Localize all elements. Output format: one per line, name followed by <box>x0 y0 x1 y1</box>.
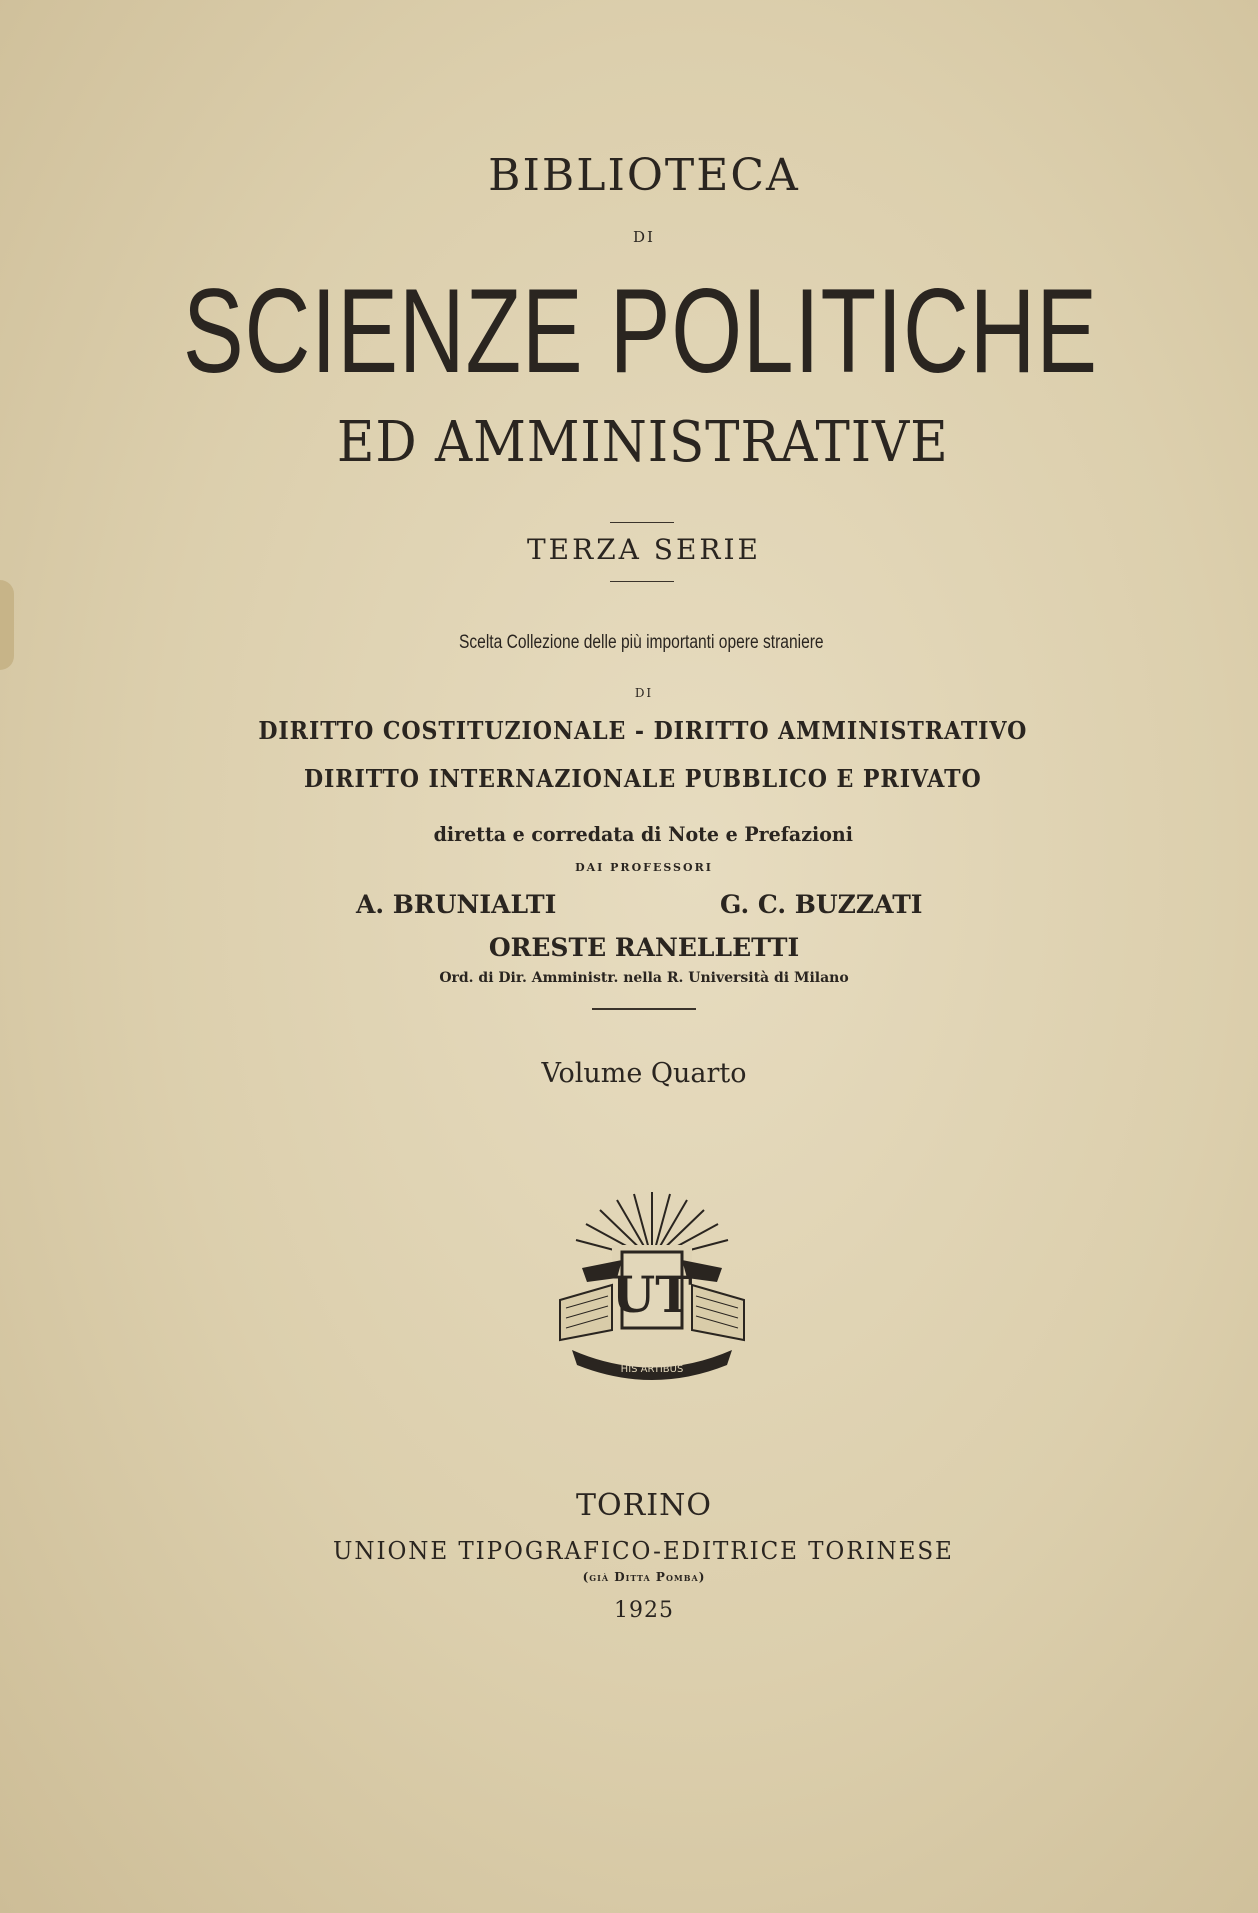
emblem-letters: UT <box>611 1265 693 1324</box>
emblem-motto: HIS ARTIBUS <box>620 1364 684 1375</box>
volume-label: Volume Quarto <box>541 1058 747 1089</box>
page-edge-notch <box>0 580 14 670</box>
publisher-name: UNIONE TIPOGRAFICO-EDITRICE TORINESE <box>333 1537 954 1565</box>
publication-year: 1925 <box>614 1598 674 1623</box>
editor-bruniali: A. BRUNIALTI <box>356 890 557 919</box>
rule-above-series <box>610 522 674 523</box>
dai-professori: DAI PROFESSORI <box>575 861 713 874</box>
publisher-former-name: (già Ditta Pomba) <box>582 1570 706 1584</box>
main-title: SCIENZE POLITICHE <box>182 264 1098 398</box>
subtitle: ED AMMINISTRATIVE <box>336 410 949 475</box>
subjects-line-2: DIRITTO INTERNAZIONALE PUBBLICO E PRIVATO <box>303 764 982 793</box>
biblioteca-heading: BIBLIOTECA <box>488 150 800 201</box>
collection-di: DI <box>634 686 654 700</box>
publisher-emblem <box>542 1190 762 1395</box>
subjects-line-1: DIRITTO COSTITUZIONALE - DIRITTO AMMINISTRATIVO <box>258 716 1028 745</box>
editor-ranelletti: ORESTE RANELLETTI <box>488 933 800 962</box>
di-connector: DI <box>633 228 655 246</box>
publisher-city: TORINO <box>576 1488 712 1523</box>
editor-ranelletti-title: Ord. di Dir. Amministr. nella R. Università di Milano <box>439 970 849 986</box>
collection-description: Scelta Collezione delle più importanti opere straniere <box>458 632 824 653</box>
editor-buzzati: G. C. BUZZATI <box>720 890 923 919</box>
directed-by-line: diretta e corredata di Note e Prefazioni <box>433 822 853 846</box>
rule-below-editors <box>592 1008 696 1010</box>
series-label: TERZA SERIE <box>527 533 761 566</box>
rule-below-series <box>610 581 674 582</box>
